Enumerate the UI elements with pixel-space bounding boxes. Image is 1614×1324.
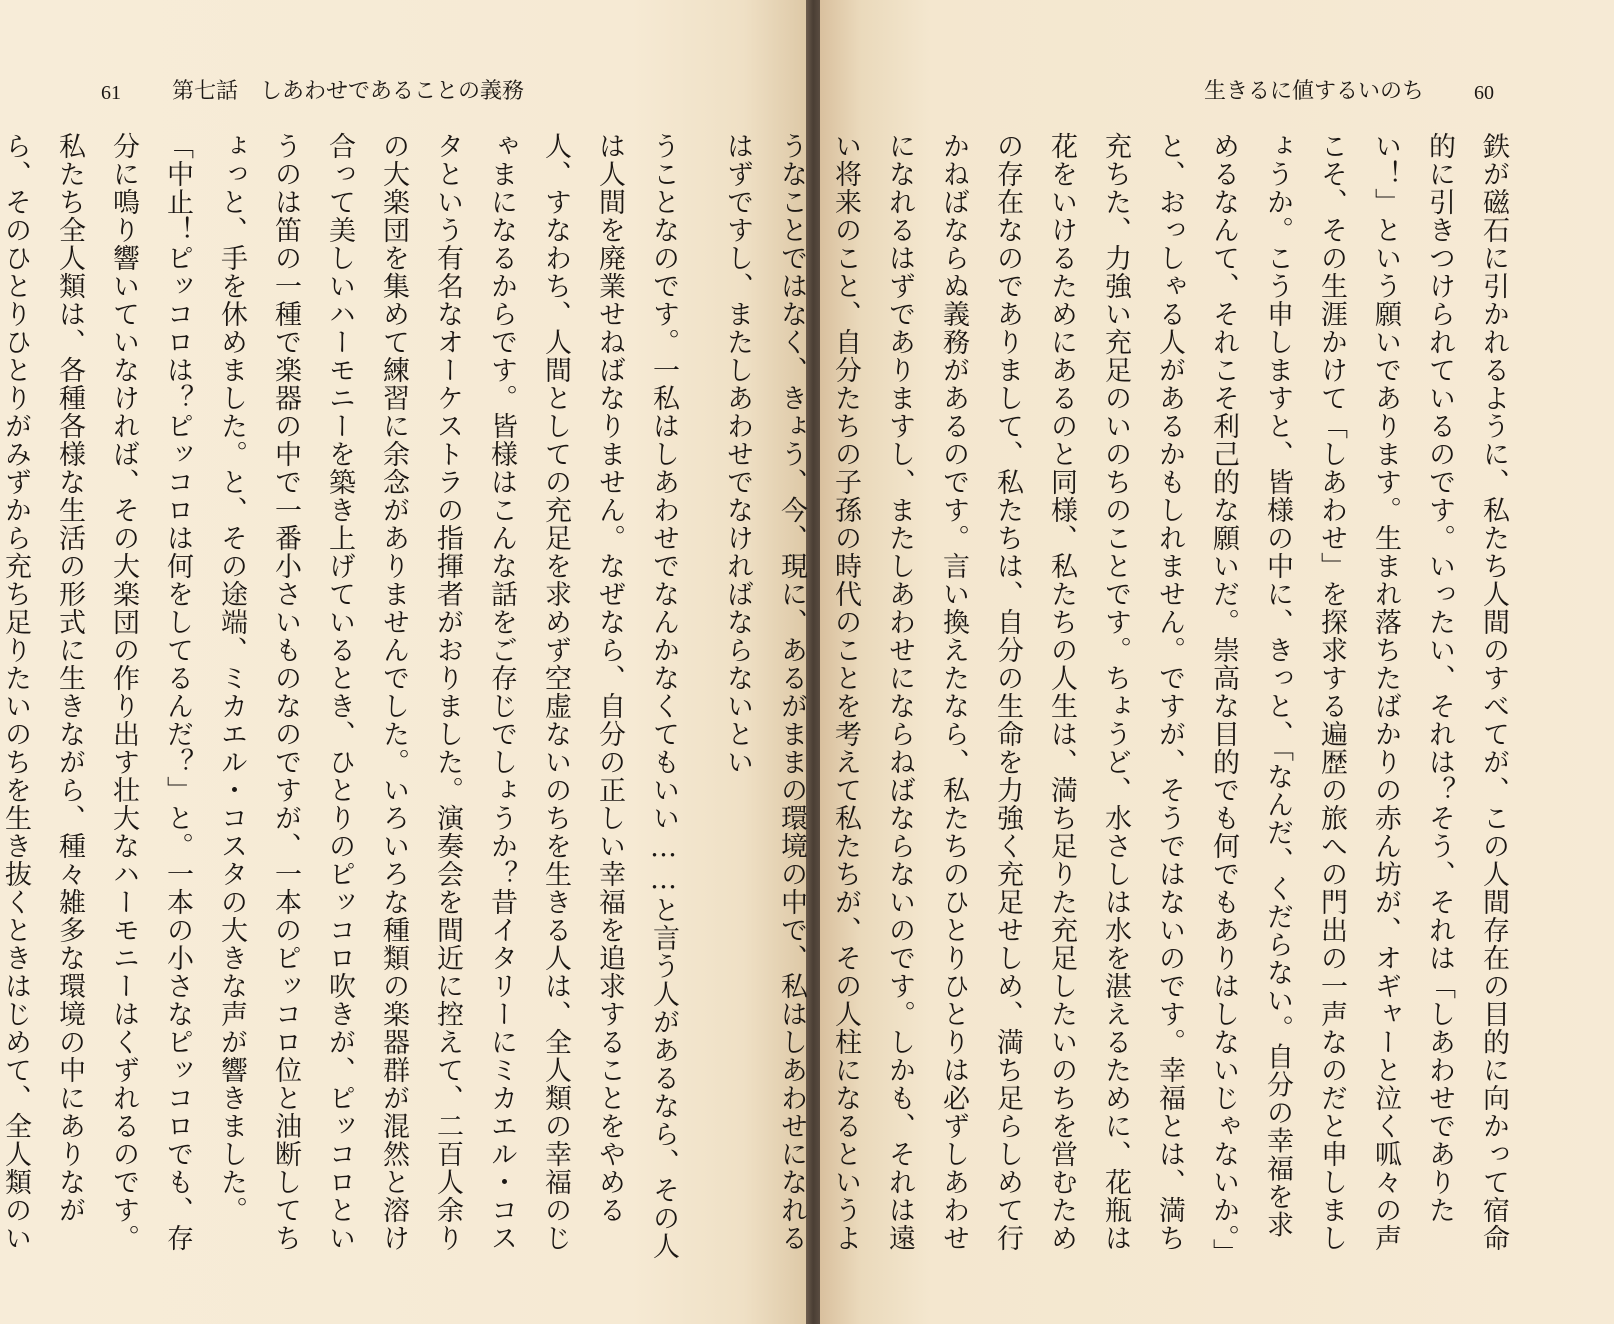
right-running-header: 生きるに値するいのち [1204,79,1425,104]
left-body-text: うことなのです。一私はしあわせでなんかなくてもいい……と言う人があるなら、その人は人間を廃業せねばなりません。なぜなら、自分の正しい幸福を追求することをやめる人、すなわち、人間としての充足を求めず空虚ないのちを生きる人は、全人類の幸福のじゃまになるからです。皆様はこんな話をご存じでしょうか？昔イタリーにミカエル・コスタという有名なオーケストラの指揮者がおりました。演奏会を間近に控えて、二百人余りの大楽団を集めて練習に余念がありませんでした。いろいろな種類の楽器群が混然と溶け合って美しいハーモニーを築き上げているとき、ひとりのピッコロ吹きが、ピッコロというのは笛の一種で楽器の中で一番小さいものなのですが、一本のピッコロ位と油断してちょっと、手を休めました。と、その途端、ミカエル・コスタの大きな声が響きました。「中止！ピッコロは？ピッコロは何をしてるんだ？」と。一本の小さなピッコロでも、存分に鳴り響いていなければ、その大楽団の作り出す壮大なハーモニーはくずれるのです。私たち全人類は、各種各様な生活の形式に生きながら、種々雑多な環境の中にありながら、そのひとりひとりがみずから充ち足りたいのちを生き抜くときはじめて、全人類のい [0,132,679,1260]
right-page [722,0,1614,1324]
right-page-number: 60 [1474,82,1494,104]
right-body-text: 鉄が磁石に引かれるように、私たち人間のすべてが、この人間存在の目的に向かって宿命的に引きつけられているのです。いったい、それは？そう、それは「しあわせでありたい！」という願いであります。生まれ落ちたばかりの赤ん坊が、オギャーと泣く呱々の声こそ、その生涯かけて「しあわせ」を探求する遍歴の旅への門出の一声なのだと申しましょうか。こう申しますと、皆様の中に、きっと、「なんだ、くだらない。自分の幸福を求めるなんて、それこそ利己的な願いだ。崇高な目的でも何でもありはしないじゃないか。」と、おっしゃる人があるかもしれません。ですが、そうではないのです。幸福とは、満ち充ちた、力強い充足のいのちのことです。ちょうど、水さしは水を湛えるために、花瓶は花をいけるためにあるのと同様、私たちの人生は、満ち足りた充足したいのちを営むための存在なのでありまして、私たちは、自分の生命を力強く充足せしめ、満ち足らしめて行かねばならぬ義務があるのです。言い換えたなら、私たちのひとりひとりは必ずしあわせになれるはずでありますし、またしあわせにならねばならないのです。しかも、それは遠い将来のこと、自分たちの子孫の時代のことを考えて私たちが、その人柱になるというようなことではなく、きょう、今、現に、あるがままの環境の中で、私はしあわせになれるはずですし、またしあわせでなければならないとい [722,132,1509,1253]
left-running-header: 第七話 しあわせであることの義務 [172,79,525,104]
left-page-number: 61 [101,82,121,104]
